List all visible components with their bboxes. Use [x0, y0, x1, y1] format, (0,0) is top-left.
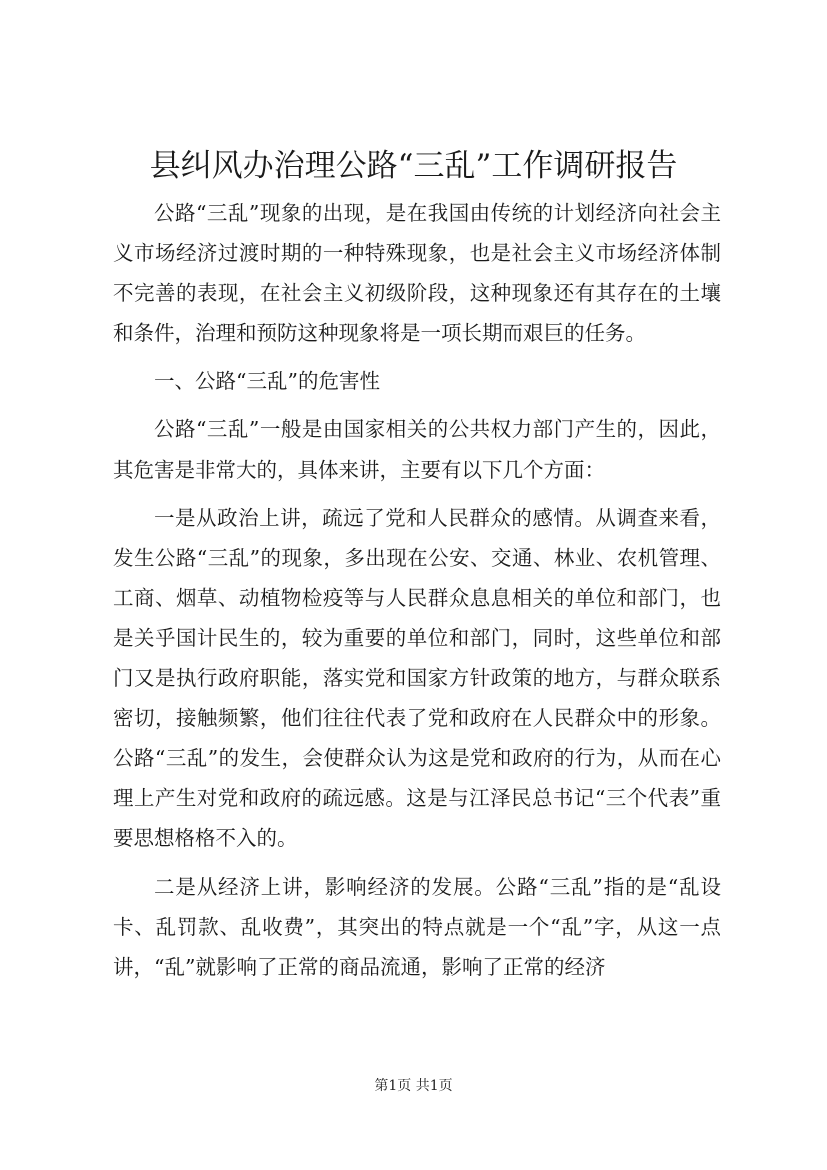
page-number-footer: 第1页 共1页 [374, 1078, 453, 1094]
section-heading: 一、公路“三乱”的危害性 [154, 369, 380, 394]
paragraph-economic: 二是从经济上讲，影响经济的发展。公路“三乱”指的是“乱设卡、乱罚款、乱收费”，其突出的特点就是一个“乱”字，从这一点讲，“乱”就影响了正常的商品流通，影响了正常的经济 [113, 874, 721, 979]
document-title: 县纠风办治理公路“三乱”工作调研报告 [149, 148, 678, 184]
paragraph-intro: 公路“三乱”现象的出现，是在我国由传统的计划经济向社会主义市场经济过渡时期的一种特殊现象，也是社会主义市场经济体制不完善的表现，在社会主义初级阶段，这种现象还有其存在的土壤和条件，治理和预防这种现象将是一项长期而艰巨的任务。 [113, 201, 721, 346]
document-body [113, 193, 721, 987]
paragraph-harm-summary: 公路“三乱”一般是由国家相关的公共权力部门产生的，因此，其危害是非常大的，具体来讲，主要有以下几个方面： [113, 417, 721, 482]
paragraph-political: 一是从政治上讲，疏远了党和人民群众的感情。从调查来看，发生公路“三乱”的现象，多出现在公安、交通、林业、农机管理、工商、烟草、动植物检疫等与人民群众息息相关的单位和部门，也是关乎国计民生的，较为重要的单位和部门，同时，这些单位和部门又是执行政府职能，落实党和国家方针政策的地方，与群众联系密切，接触频繁，他们往往代表了党和政府在人民群众中的形象。公路“三乱”的发生，会使群众认为这是党和政府的行为，从而在心理上产生对党和政府的疏远感。这是与江泽民总书记“三个代表”重要思想格格不入的。 [113, 505, 721, 851]
